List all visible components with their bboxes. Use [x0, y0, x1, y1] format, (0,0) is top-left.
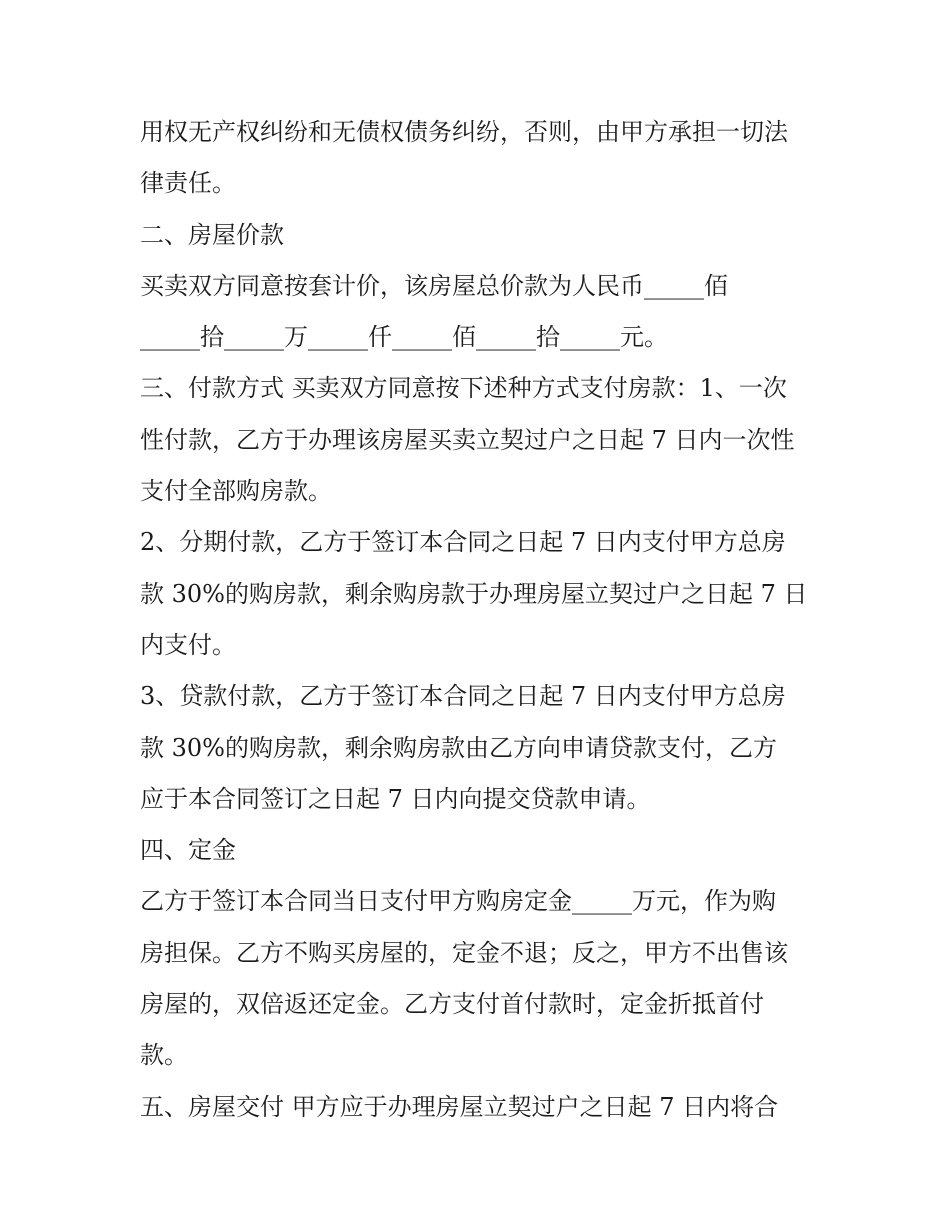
- text-line: 房屋的，双倍返还定金。乙方支付首付款时，定金折抵首付: [140, 990, 764, 1019]
- text-line: 支付全部购房款。: [140, 477, 332, 506]
- text-line: 款 30%的购房款，剩余购房款于办理房屋立契过户之日起 7 日: [140, 579, 808, 608]
- text-line: 乙方于签订本合同当日支付甲方购房定金_____万元，作为购: [140, 887, 776, 916]
- text-line: 性付款，乙方于办理该房屋买卖立契过户之日起 7 日内一次性: [140, 425, 795, 454]
- section-heading: 三、付款方式 买卖双方同意按下述种方式支付房款：1、一次: [140, 374, 787, 403]
- section-heading: 四、定金: [140, 836, 236, 865]
- text-line: 应于本合同签订之日起 7 日内向提交贷款申请。: [140, 784, 651, 813]
- text-line: _____拾_____万_____仟_____佰_____拾_____元。: [140, 323, 668, 352]
- document-body: [140, 107, 820, 1133]
- section-heading: 五、房屋交付 甲方应于办理房屋立契过户之日起 7 日内将合: [140, 1092, 779, 1121]
- text-line: 款 30%的购房款，剩余购房款由乙方向申请贷款支付，乙方: [140, 733, 777, 762]
- text-line: 买卖双方同意按套计价，该房屋总价款为人民币_____佰: [140, 271, 728, 300]
- text-line: 3、贷款付款，乙方于签订本合同之日起 7 日内支付甲方总房: [140, 682, 786, 711]
- text-line: 2、分期付款，乙方于签订本合同之日起 7 日内支付甲方总房: [140, 528, 786, 557]
- text-line: 律责任。: [140, 169, 236, 198]
- text-line: 内支付。: [140, 630, 236, 659]
- section-heading: 二、房屋价款: [140, 220, 284, 249]
- text-line: 用权无产权纠纷和无债权债务纠纷，否则，由甲方承担一切法: [140, 118, 788, 146]
- text-line: 款。: [140, 1041, 188, 1070]
- text-line: 房担保。乙方不购买房屋的，定金不退；反之，甲方不出售该: [140, 938, 788, 967]
